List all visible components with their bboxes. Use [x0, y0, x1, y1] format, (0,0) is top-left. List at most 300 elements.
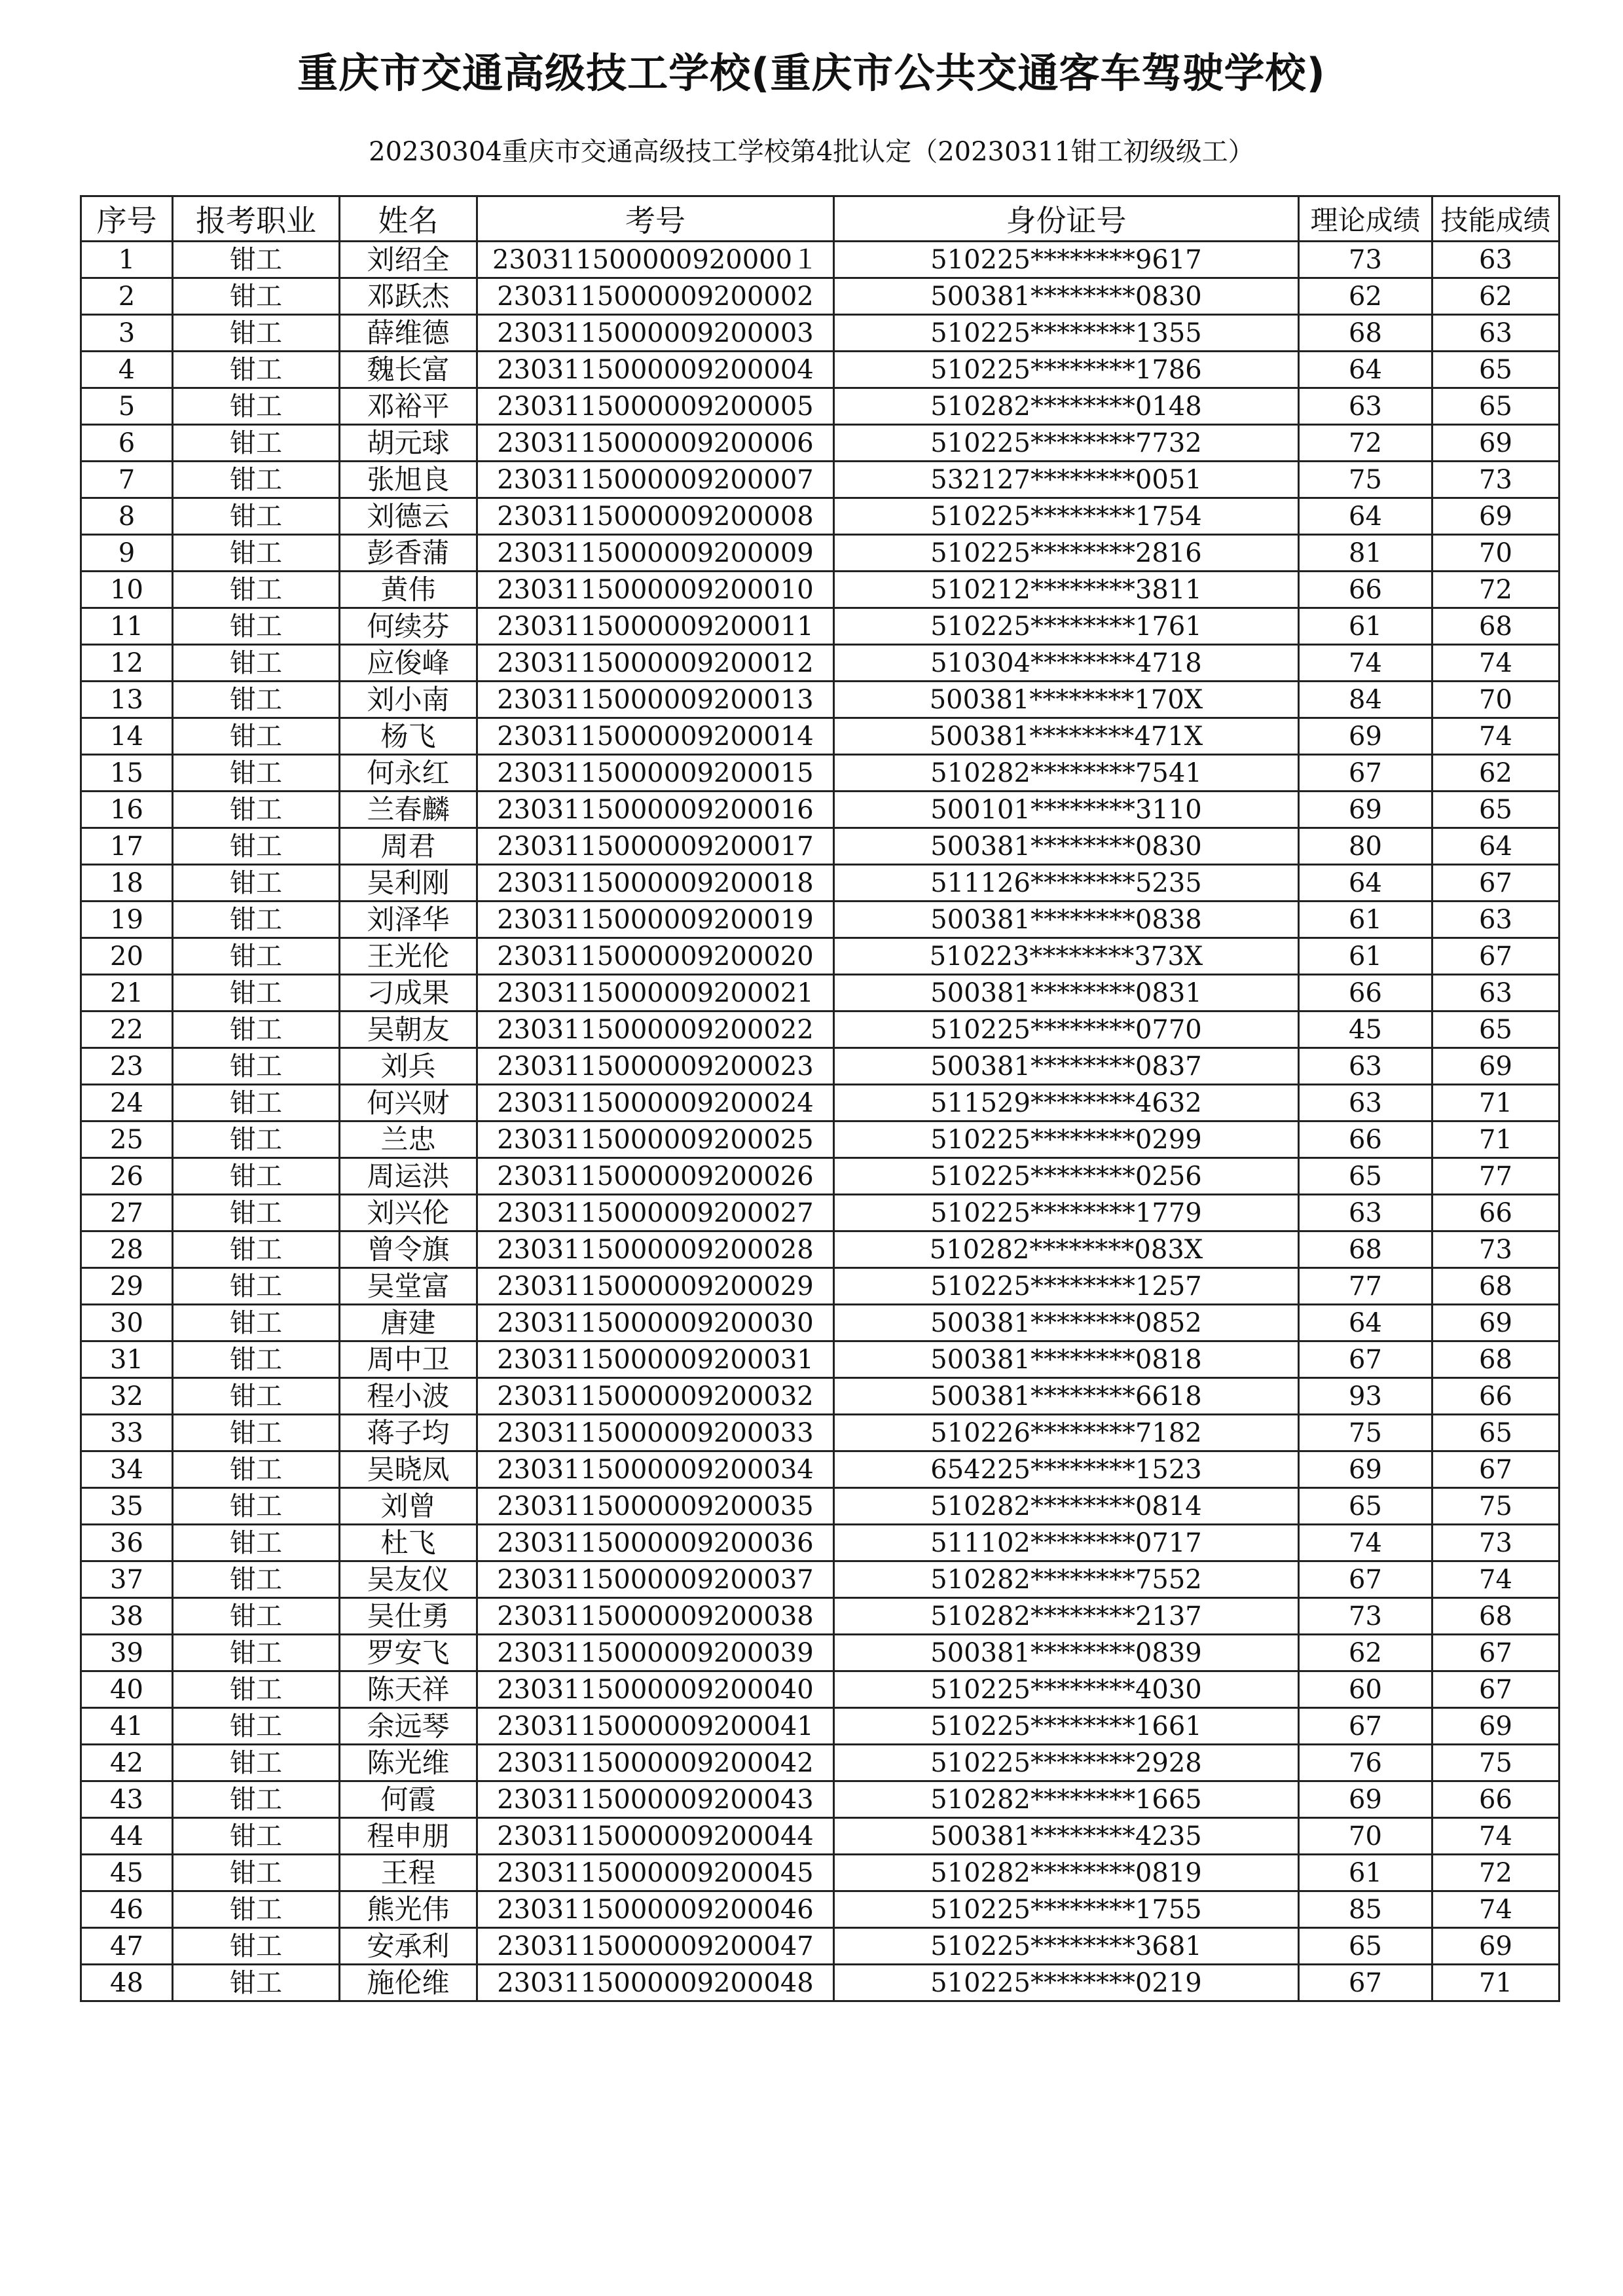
cell-occupation: 钳工: [173, 1488, 340, 1525]
cell-occupation: 钳工: [173, 1525, 340, 1561]
cell-id-number: 510225********3681: [834, 1928, 1299, 1965]
cell-exam-number: 2303115000009200006: [477, 425, 834, 462]
cell-exam-number: 2303115000009200045: [477, 1855, 834, 1891]
cell-skill-score: 68: [1432, 1268, 1559, 1305]
table-row: [81, 278, 1559, 315]
cell-theory-score: 81: [1299, 535, 1432, 572]
cell-exam-number: 2303115000009200016: [477, 792, 834, 828]
cell-skill-score: 73: [1432, 1525, 1559, 1561]
cell-id-number: 510212********3811: [834, 572, 1299, 608]
cell-skill-score: 63: [1432, 315, 1559, 352]
table-row: [81, 1891, 1559, 1928]
cell-theory-score: 76: [1299, 1745, 1432, 1781]
cell-occupation: 钳工: [173, 1635, 340, 1671]
cell-skill-score: 72: [1432, 572, 1559, 608]
cell-skill-score: 74: [1432, 1818, 1559, 1855]
cell-id-number: 500381********170X: [834, 682, 1299, 718]
column-header-occupation: 报考职业: [173, 196, 340, 242]
cell-index: 18: [81, 865, 173, 902]
cell-skill-score: 65: [1432, 1415, 1559, 1451]
cell-skill-score: 65: [1432, 388, 1559, 425]
cell-name: 兰春麟: [340, 792, 477, 828]
cell-id-number: 654225********1523: [834, 1451, 1299, 1488]
cell-theory-score: 74: [1299, 645, 1432, 682]
cell-exam-number: 2303115000009200035: [477, 1488, 834, 1525]
cell-index: 8: [81, 498, 173, 535]
cell-occupation: 钳工: [173, 388, 340, 425]
cell-exam-number: 2303115000009200002: [477, 278, 834, 315]
cell-name: 刘小南: [340, 682, 477, 718]
cell-skill-score: 63: [1432, 242, 1559, 278]
cell-id-number: 510282********2137: [834, 1598, 1299, 1635]
cell-exam-number: 2303115000009200012: [477, 645, 834, 682]
cell-skill-score: 67: [1432, 1451, 1559, 1488]
table-row: [81, 1855, 1559, 1891]
table-row: [81, 535, 1559, 572]
cell-theory-score: 45: [1299, 1011, 1432, 1048]
cell-occupation: 钳工: [173, 278, 340, 315]
cell-index: 43: [81, 1781, 173, 1818]
cell-theory-score: 65: [1299, 1488, 1432, 1525]
table-row: [81, 242, 1559, 278]
table-row: [81, 645, 1559, 682]
cell-occupation: 钳工: [173, 1708, 340, 1745]
cell-index: 34: [81, 1451, 173, 1488]
cell-skill-score: 73: [1432, 1231, 1559, 1268]
cell-skill-score: 73: [1432, 462, 1559, 498]
cell-index: 28: [81, 1231, 173, 1268]
cell-name: 张旭良: [340, 462, 477, 498]
cell-occupation: 钳工: [173, 1671, 340, 1708]
cell-index: 29: [81, 1268, 173, 1305]
cell-theory-score: 84: [1299, 682, 1432, 718]
cell-theory-score: 65: [1299, 1158, 1432, 1195]
table-row: [81, 1048, 1559, 1085]
cell-exam-number: 2303115000009200031: [477, 1341, 834, 1378]
table-row: [81, 1121, 1559, 1158]
cell-id-number: 510225********1661: [834, 1708, 1299, 1745]
cell-occupation: 钳工: [173, 1855, 340, 1891]
cell-occupation: 钳工: [173, 1231, 340, 1268]
cell-occupation: 钳工: [173, 1341, 340, 1378]
cell-skill-score: 77: [1432, 1158, 1559, 1195]
cell-name: 刘兵: [340, 1048, 477, 1085]
cell-exam-number: 2303115000009200005: [477, 388, 834, 425]
cell-id-number: 500381********0838: [834, 902, 1299, 938]
table-row: [81, 1525, 1559, 1561]
cell-index: 27: [81, 1195, 173, 1231]
cell-name: 施伦维: [340, 1965, 477, 2001]
cell-name: 何霞: [340, 1781, 477, 1818]
cell-skill-score: 70: [1432, 535, 1559, 572]
cell-index: 23: [81, 1048, 173, 1085]
cell-theory-score: 73: [1299, 1598, 1432, 1635]
cell-exam-number: 2303115000009200048: [477, 1965, 834, 2001]
cell-theory-score: 69: [1299, 718, 1432, 755]
cell-occupation: 钳工: [173, 1378, 340, 1415]
cell-name: 何兴财: [340, 1085, 477, 1121]
cell-exam-number: 2303115000009200039: [477, 1635, 834, 1671]
table-row: [81, 1341, 1559, 1378]
cell-index: 12: [81, 645, 173, 682]
table-row: [81, 1671, 1559, 1708]
cell-exam-number: 2303115000009200024: [477, 1085, 834, 1121]
cell-theory-score: 63: [1299, 1085, 1432, 1121]
cell-occupation: 钳工: [173, 535, 340, 572]
cell-theory-score: 61: [1299, 902, 1432, 938]
cell-skill-score: 69: [1432, 1708, 1559, 1745]
cell-id-number: 511529********4632: [834, 1085, 1299, 1121]
cell-name: 吴晓凤: [340, 1451, 477, 1488]
cell-name: 杜飞: [340, 1525, 477, 1561]
cell-occupation: 钳工: [173, 1891, 340, 1928]
cell-name: 周中卫: [340, 1341, 477, 1378]
cell-name: 吴堂富: [340, 1268, 477, 1305]
cell-index: 21: [81, 975, 173, 1011]
cell-occupation: 钳工: [173, 498, 340, 535]
cell-occupation: 钳工: [173, 1451, 340, 1488]
cell-exam-number: 2303115000009200004: [477, 352, 834, 388]
cell-id-number: 500101********3110: [834, 792, 1299, 828]
cell-exam-number: 2303115000009200014: [477, 718, 834, 755]
cell-index: 13: [81, 682, 173, 718]
cell-index: 22: [81, 1011, 173, 1048]
cell-skill-score: 71: [1432, 1965, 1559, 2001]
cell-occupation: 钳工: [173, 242, 340, 278]
table-row: [81, 718, 1559, 755]
table-row: [81, 1415, 1559, 1451]
table-row: [81, 462, 1559, 498]
cell-index: 48: [81, 1965, 173, 2001]
cell-skill-score: 64: [1432, 828, 1559, 865]
cell-name: 吴利刚: [340, 865, 477, 902]
cell-theory-score: 66: [1299, 975, 1432, 1011]
cell-theory-score: 80: [1299, 828, 1432, 865]
cell-exam-number: 2303115000009200022: [477, 1011, 834, 1048]
cell-id-number: 510282********0814: [834, 1488, 1299, 1525]
cell-index: 33: [81, 1415, 173, 1451]
cell-theory-score: 65: [1299, 1928, 1432, 1965]
table-row: [81, 1451, 1559, 1488]
cell-skill-score: 65: [1432, 352, 1559, 388]
cell-exam-number: 2303115000009200041: [477, 1708, 834, 1745]
column-header-name: 姓名: [340, 196, 477, 242]
cell-occupation: 钳工: [173, 828, 340, 865]
cell-id-number: 510225********0219: [834, 1965, 1299, 2001]
cell-skill-score: 69: [1432, 1048, 1559, 1085]
cell-name: 王程: [340, 1855, 477, 1891]
cell-skill-score: 62: [1432, 278, 1559, 315]
table-row: [81, 1561, 1559, 1598]
cell-theory-score: 67: [1299, 1561, 1432, 1598]
table-row: [81, 1781, 1559, 1818]
cell-theory-score: 69: [1299, 1781, 1432, 1818]
cell-index: 10: [81, 572, 173, 608]
cell-index: 47: [81, 1928, 173, 1965]
cell-skill-score: 71: [1432, 1085, 1559, 1121]
cell-id-number: 500381********0830: [834, 278, 1299, 315]
cell-index: 40: [81, 1671, 173, 1708]
cell-index: 4: [81, 352, 173, 388]
cell-theory-score: 64: [1299, 1305, 1432, 1341]
table-row: [81, 1195, 1559, 1231]
cell-index: 20: [81, 938, 173, 975]
cell-occupation: 钳工: [173, 1415, 340, 1451]
cell-skill-score: 74: [1432, 718, 1559, 755]
cell-exam-number: 2303115000009200044: [477, 1818, 834, 1855]
cell-id-number: 500381********0852: [834, 1305, 1299, 1341]
cell-occupation: 钳工: [173, 755, 340, 792]
cell-theory-score: 70: [1299, 1818, 1432, 1855]
table-row: [81, 1965, 1559, 2001]
cell-index: 2: [81, 278, 173, 315]
cell-exam-number: 2303115000009200015: [477, 755, 834, 792]
table-row: [81, 792, 1559, 828]
cell-index: 17: [81, 828, 173, 865]
cell-id-number: 510282********1665: [834, 1781, 1299, 1818]
cell-name: 罗安飞: [340, 1635, 477, 1671]
cell-index: 32: [81, 1378, 173, 1415]
table-row: [81, 1635, 1559, 1671]
cell-exam-number: 2303115000009200021: [477, 975, 834, 1011]
cell-id-number: 510225********1355: [834, 315, 1299, 352]
cell-exam-number: 230311500000920000１: [477, 242, 834, 278]
cell-occupation: 钳工: [173, 1965, 340, 2001]
table-row: [81, 828, 1559, 865]
cell-index: 16: [81, 792, 173, 828]
table-row: [81, 1928, 1559, 1965]
cell-id-number: 500381********0837: [834, 1048, 1299, 1085]
cell-id-number: 510225********1754: [834, 498, 1299, 535]
cell-name: 邓裕平: [340, 388, 477, 425]
column-header-index: 序号: [81, 196, 173, 242]
cell-id-number: 510282********0819: [834, 1855, 1299, 1891]
cell-theory-score: 77: [1299, 1268, 1432, 1305]
cell-theory-score: 62: [1299, 1635, 1432, 1671]
cell-name: 黄伟: [340, 572, 477, 608]
cell-index: 19: [81, 902, 173, 938]
cell-id-number: 500381********4235: [834, 1818, 1299, 1855]
cell-occupation: 钳工: [173, 938, 340, 975]
cell-skill-score: 69: [1432, 1305, 1559, 1341]
cell-index: 35: [81, 1488, 173, 1525]
cell-theory-score: 72: [1299, 425, 1432, 462]
cell-theory-score: 60: [1299, 1671, 1432, 1708]
column-header-id-number: 身份证号: [834, 196, 1299, 242]
cell-occupation: 钳工: [173, 682, 340, 718]
cell-exam-number: 2303115000009200007: [477, 462, 834, 498]
cell-exam-number: 2303115000009200043: [477, 1781, 834, 1818]
cell-name: 何续芬: [340, 608, 477, 645]
table-header-row: [81, 196, 1559, 242]
table-row: [81, 902, 1559, 938]
cell-exam-number: 2303115000009200032: [477, 1378, 834, 1415]
cell-id-number: 500381********0830: [834, 828, 1299, 865]
cell-occupation: 钳工: [173, 792, 340, 828]
cell-name: 魏长富: [340, 352, 477, 388]
cell-id-number: 510225********1257: [834, 1268, 1299, 1305]
cell-name: 吴朝友: [340, 1011, 477, 1048]
cell-id-number: 510282********0148: [834, 388, 1299, 425]
cell-skill-score: 66: [1432, 1378, 1559, 1415]
cell-id-number: 510225********0770: [834, 1011, 1299, 1048]
cell-exam-number: 2303115000009200020: [477, 938, 834, 975]
cell-name: 熊光伟: [340, 1891, 477, 1928]
cell-occupation: 钳工: [173, 975, 340, 1011]
cell-index: 41: [81, 1708, 173, 1745]
cell-occupation: 钳工: [173, 718, 340, 755]
cell-name: 吴友仪: [340, 1561, 477, 1598]
cell-exam-number: 2303115000009200019: [477, 902, 834, 938]
cell-skill-score: 65: [1432, 792, 1559, 828]
cell-index: 11: [81, 608, 173, 645]
cell-index: 42: [81, 1745, 173, 1781]
column-header-skill-score: 技能成绩: [1432, 196, 1559, 242]
cell-theory-score: 73: [1299, 242, 1432, 278]
cell-exam-number: 2303115000009200040: [477, 1671, 834, 1708]
table-row: [81, 1305, 1559, 1341]
cell-name: 曾令旗: [340, 1231, 477, 1268]
cell-theory-score: 63: [1299, 1048, 1432, 1085]
cell-name: 陈光维: [340, 1745, 477, 1781]
cell-id-number: 510225********0256: [834, 1158, 1299, 1195]
cell-skill-score: 68: [1432, 1598, 1559, 1635]
cell-theory-score: 64: [1299, 352, 1432, 388]
cell-skill-score: 72: [1432, 1855, 1559, 1891]
cell-index: 3: [81, 315, 173, 352]
cell-skill-score: 70: [1432, 682, 1559, 718]
table-row: [81, 755, 1559, 792]
cell-name: 刁成果: [340, 975, 477, 1011]
table-row: [81, 865, 1559, 902]
table-row: [81, 1085, 1559, 1121]
table-row: [81, 1598, 1559, 1635]
cell-theory-score: 63: [1299, 388, 1432, 425]
cell-skill-score: 74: [1432, 645, 1559, 682]
table-row: [81, 682, 1559, 718]
cell-occupation: 钳工: [173, 315, 340, 352]
cell-name: 彭香蒲: [340, 535, 477, 572]
cell-name: 周运洪: [340, 1158, 477, 1195]
cell-id-number: 511102********0717: [834, 1525, 1299, 1561]
cell-skill-score: 75: [1432, 1745, 1559, 1781]
cell-name: 邓跃杰: [340, 278, 477, 315]
cell-name: 蒋子均: [340, 1415, 477, 1451]
cell-occupation: 钳工: [173, 572, 340, 608]
cell-occupation: 钳工: [173, 902, 340, 938]
cell-exam-number: 2303115000009200029: [477, 1268, 834, 1305]
cell-id-number: 510225********7732: [834, 425, 1299, 462]
cell-index: 1: [81, 242, 173, 278]
cell-skill-score: 67: [1432, 938, 1559, 975]
cell-index: 25: [81, 1121, 173, 1158]
cell-occupation: 钳工: [173, 645, 340, 682]
cell-skill-score: 67: [1432, 1635, 1559, 1671]
cell-occupation: 钳工: [173, 865, 340, 902]
cell-skill-score: 69: [1432, 498, 1559, 535]
cell-theory-score: 69: [1299, 792, 1432, 828]
table-row: [81, 1818, 1559, 1855]
cell-theory-score: 66: [1299, 572, 1432, 608]
cell-occupation: 钳工: [173, 1011, 340, 1048]
cell-index: 24: [81, 1085, 173, 1121]
cell-exam-number: 2303115000009200042: [477, 1745, 834, 1781]
cell-id-number: 510226********7182: [834, 1415, 1299, 1451]
table-row: [81, 1378, 1559, 1415]
cell-theory-score: 61: [1299, 938, 1432, 975]
cell-name: 刘德云: [340, 498, 477, 535]
table-row: [81, 388, 1559, 425]
cell-index: 9: [81, 535, 173, 572]
cell-exam-number: 2303115000009200038: [477, 1598, 834, 1635]
cell-occupation: 钳工: [173, 1268, 340, 1305]
cell-id-number: 510223********373X: [834, 938, 1299, 975]
cell-exam-number: 2303115000009200030: [477, 1305, 834, 1341]
cell-index: 26: [81, 1158, 173, 1195]
table-row: [81, 1708, 1559, 1745]
table-row: [81, 425, 1559, 462]
cell-index: 6: [81, 425, 173, 462]
cell-exam-number: 2303115000009200025: [477, 1121, 834, 1158]
cell-index: 44: [81, 1818, 173, 1855]
cell-exam-number: 2303115000009200036: [477, 1525, 834, 1561]
cell-occupation: 钳工: [173, 1158, 340, 1195]
cell-id-number: 510225********1779: [834, 1195, 1299, 1231]
cell-name: 刘泽华: [340, 902, 477, 938]
cell-exam-number: 2303115000009200017: [477, 828, 834, 865]
cell-exam-number: 2303115000009200011: [477, 608, 834, 645]
cell-id-number: 500381********471X: [834, 718, 1299, 755]
cell-exam-number: 2303115000009200023: [477, 1048, 834, 1085]
cell-theory-score: 67: [1299, 1708, 1432, 1745]
table-row: [81, 315, 1559, 352]
cell-theory-score: 64: [1299, 498, 1432, 535]
cell-id-number: 500381********0831: [834, 975, 1299, 1011]
cell-name: 王光伦: [340, 938, 477, 975]
cell-theory-score: 74: [1299, 1525, 1432, 1561]
cell-id-number: 511126********5235: [834, 865, 1299, 902]
cell-theory-score: 85: [1299, 1891, 1432, 1928]
cell-theory-score: 61: [1299, 608, 1432, 645]
cell-index: 15: [81, 755, 173, 792]
cell-exam-number: 2303115000009200003: [477, 315, 834, 352]
cell-exam-number: 2303115000009200047: [477, 1928, 834, 1965]
cell-id-number: 510225********1761: [834, 608, 1299, 645]
cell-theory-score: 75: [1299, 1415, 1432, 1451]
cell-name: 胡元球: [340, 425, 477, 462]
cell-index: 31: [81, 1341, 173, 1378]
table-row: [81, 1231, 1559, 1268]
cell-theory-score: 68: [1299, 1231, 1432, 1268]
page-subtitle: 20230304重庆市交通高级技工学校第4批认定（20230311钳工初级级工）: [369, 137, 1254, 167]
cell-name: 何永红: [340, 755, 477, 792]
cell-name: 薛维德: [340, 315, 477, 352]
cell-occupation: 钳工: [173, 1818, 340, 1855]
cell-id-number: 500381********6618: [834, 1378, 1299, 1415]
cell-skill-score: 68: [1432, 608, 1559, 645]
cell-index: 45: [81, 1855, 173, 1891]
cell-skill-score: 65: [1432, 1011, 1559, 1048]
cell-name: 刘绍全: [340, 242, 477, 278]
cell-occupation: 钳工: [173, 608, 340, 645]
score-table: [80, 195, 1560, 2002]
cell-skill-score: 75: [1432, 1488, 1559, 1525]
cell-id-number: 532127********0051: [834, 462, 1299, 498]
cell-skill-score: 69: [1432, 425, 1559, 462]
cell-occupation: 钳工: [173, 352, 340, 388]
cell-occupation: 钳工: [173, 1781, 340, 1818]
cell-occupation: 钳工: [173, 462, 340, 498]
